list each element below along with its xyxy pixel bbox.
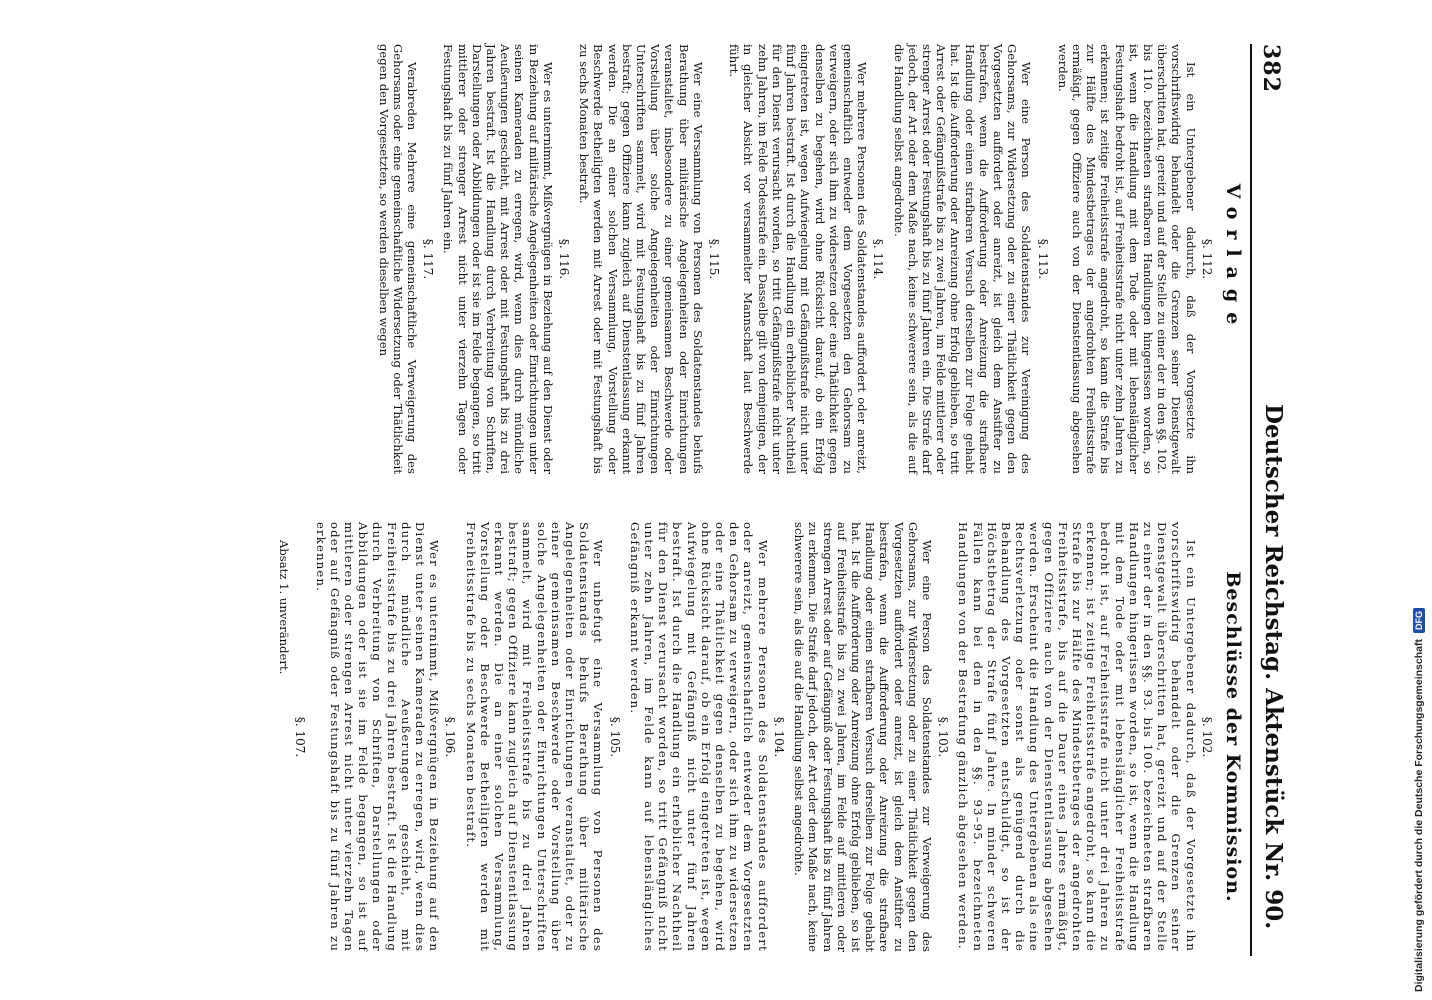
paragraph-text: Wer es unternimmt, Mißvergnügen in Beziehung auf den Dienst unter seinen Kameraden zu erregen, wird, wenn dies durch mündliche Aeußerungen geschieht, mit Freiheitsstrafe bis zu drei Jahren bestraft. Ist die Handlung durch Verbreitung von Schriften, Darstellungen oder Abbildungen oder ist sie im Felde begangen, so ist auf mittleren oder strengen Arrest nicht unter vierzehn Tagen oder auf Gefängniß oder Festungshaft bis zu fünf Jahren zu erkennen. [313, 522, 442, 952]
page-header [1258, 44, 1292, 956]
paragraph-number: §. 112. [1199, 238, 1214, 280]
paragraph-text: Verabreden Mehrere eine gemeinschaftliche Verweigerung des Gehorsams oder eine gemeinschaftliche Widersetzung oder Thätlichkeit gegen den Vorgesetzten, so werden dieselben wegen [376, 44, 420, 474]
dfg-logo: DFG [1413, 608, 1425, 633]
right-column [80, 522, 1244, 952]
paragraph-number: §. 115. [707, 238, 722, 280]
paragraph-text: Ist ein Untergebener dadurch, daß der Vorgesetzte ihn vorschriftswidrig behandelt oder die Grenzen seiner Dienstgewalt überschritten hat, gereizt und auf der Stelle zu einer der in den §§. 102. bis 110. bezeichneten strafbaren Handlungen hingerissen worden, so ist, wenn die Handlung mit dem Tode oder mit lebenslänglicher Festungshaft bedroht ist, auf Freiheitsstrafe nicht unter zehn Jahren zu erkennen; ist zeitige Freiheitsstrafe angedroht, so kann die Strafe bis zur Hälfte des Mindestbetrages der angedrohten Freiheitsstrafe ermäßigt, gegen Offiziere auch von der Dienstentlassung abgesehen werden. [1055, 44, 1198, 474]
paragraph-number: §. 117. [421, 238, 436, 280]
left-column [376, 44, 1244, 474]
paragraph-number: §. 106. [443, 716, 458, 758]
paragraph-number: §. 107. [293, 716, 308, 758]
digitization-credit [1406, 0, 1432, 1000]
paragraph-text: Ist ein Untergebener dadurch, daß der Vorgesetzte ihn vorschriftswidrig behandelt oder die Grenzen seiner Dienstgewalt überschritten hat, gereizt und auf der Stelle zu einer der in den §§. 93. bis 100. bezeichneten strafbaren Handlungen hingerissen worden, so ist, wenn die Handlung mit dem Tode oder mit lebenslänglicher Freiheitsstrafe bedroht ist, auf Freiheitsstrafe nicht unter drei Jahren zu erkennen; ist zeitige Freiheitsstrafe angedroht, so kann die Strafe bis zur Hälfte des Mindestbetrages der angedrohten Freiheitsstrafe, bis auf die Dauer eines Jahres ermäßigt, gegen Offiziere auch von der Dienstentlassung abgesehen werden. Erscheint die Handlung des Untergebenen als eine Rechtsverletzung oder sonst als genügend durch die Behandlung des Vorgesetzten entschuldigt, so ist der Höchstbetrag der Strafe fünf Jahre. In minder schweren Fällen kann bei den in den §§. 93–95. bezeichneten Handlungen von der Bestrafung gänzlich abgesehen werden. [956, 522, 1198, 952]
paragraph-number: §. 102. [1199, 716, 1214, 758]
paragraph-number: §. 104. [771, 716, 786, 758]
paragraph-number: §. 105. [607, 716, 622, 758]
paragraph-number: §. 114. [871, 238, 886, 280]
paragraph-text: Wer eine Person des Soldatenstandes zur Verweigerung des Gehorsams, zur Widersetzung oder zu einer Thätlichkeit gegen den Vorgesetzten auffordert oder anreizt, ist gleich dem Anstifter zu bestrafen, wenn die Aufforderung oder Anreizung die strafbare Handlung oder einen strafbaren Versuch derselben zur Folge gehabt hat. Ist die Aufforderung oder Anreizung ohne Erfolg geblieben, so ist auf Freiheitsstrafe bis zu zwei Jahren, im Felde auf mittleren oder strengen Arrest oder auf Gefängniß oder Festungshaft bis zu fünf Jahren zu erkennen. Die Strafe darf jedoch, der Art oder dem Maße nach, keine schwerere sein, als die auf die Handlung selbst angedrohte. [792, 522, 934, 952]
document-title: Deutscher Reichstag. Aktenstück Nr. 90. [1260, 404, 1287, 930]
page-number: 382 [1258, 44, 1284, 93]
paragraph-number: §. 103. [936, 716, 951, 758]
left-column-label: Vorlage [1222, 183, 1244, 335]
paragraph-text: Wer mehrere Personen des Soldatenstandes auffordert oder anreizt, gemeinschaftlich entweder dem Vorgesetzten den Gehorsam zu verweigern, oder sich ihm zu widersetzen oder eine Thätlichkeit gegen denselben zu begehen, wird ohne Rücksicht darauf, ob ein Erfolg eingetreten ist, wegen Aufwiegelung mit Gefängniß nicht unter fünf Jahren bestraft. Ist durch die Handlung ein erheblicher Nachtheil für den Dienst verursacht worden, so tritt Gefängniß nicht unter zehn Jahren, im Felde kann auf lebenslängliches Gefängniß erkannt werden. [627, 522, 770, 952]
left-column-paragraphs [376, 44, 1213, 474]
footer-strip [1406, 0, 1432, 1000]
right-column-paragraphs [277, 522, 1214, 952]
credit-text: Digitalisierung gefördert durch die Deutsche Forschungsgemeinschaft [1413, 639, 1425, 992]
paragraph-number: §. 116. [557, 238, 572, 280]
paragraph-text: Wer mehrere Personen des Soldatenstandes auffordert oder anreizt, gemeinschaftlich entweder dem Vorgesetzten den Gehorsam zu verweigern, oder sich ihm zu widersetzen oder eine Thätlichkeit gegen denselben zu begehen, wird ohne Rücksicht darauf, ob ein Erfolg eingetreten ist, wegen Aufwiegelung mit Gefängnißstrafe nicht unter fünf Jahren bestraft. Ist durch die Handlung ein erheblicher Nachtheil für den Dienst verursacht worden, so tritt Gefängnißstrafe nicht unter zehn Jahren, im Felde Todesstrafe ein. Dasselbe gilt von demjenigen, der in gleicher Absicht vor versammelter Mannschaft laut Beschwerde führt. [727, 44, 870, 474]
header-rule [1250, 44, 1252, 956]
paragraph-text: Absatz 1. unverändert. [277, 540, 292, 675]
right-column-label: Beschlüsse der Kommission. [1222, 571, 1244, 903]
paragraph-number: §. 113. [1035, 238, 1050, 280]
paragraph-text: Wer eine Versammlung von Personen des Soldatenstandes behufs Berathung über militärische Angelegenheiten oder Einrichtungen veranstaltet, insbesondere zu einer gemeinsamen Beschwerde oder Vorstellung über solche Angelegenheiten oder Einrichtungen Unterschriften sammelt, wird mit Festungshaft bis zu fünf Jahren bestraft; gegen Offiziere kann zugleich auf Dienstentlassung erkannt werden. Die an einer solchen Versammlung, Vorstellung oder Beschwerde Betheiligten werden mit Arrest oder mit Festungshaft bis zu sechs Monaten bestraft. [577, 44, 705, 474]
paragraph-text: Wer es unternimmt, Mißvergnügen in Beziehung auf den Dienst oder in Beziehung auf militärische Angelegenheiten oder Einrichtungen unter seinen Kameraden zu erregen, wird, wenn dies durch mündliche Aeußerungen geschieht, mit Arrest oder mit Festungshaft bis zu drei Jahren bestraft. Ist die Handlung durch Verbreitung von Schriften, Darstellungen oder Abbildungen oder ist sie im Felde begangen, so tritt mittlerer oder strenger Arrest nicht unter vierzehn Tagen oder Festungshaft bis zu fünf Jahren ein. [441, 44, 555, 474]
paragraph-text: Wer unbefugt eine Versammlung von Personen des Soldatenstandes behufs Berathung über militärische Angelegenheiten oder Einrichtungen veranstaltet, oder zu einer gemeinsamen Beschwerde oder Vorstellung über solche Angelegenheiten oder Einrichtungen Unterschriften sammelt, wird mit Freiheitsstrafe bis zu drei Jahren bestraft; gegen Offiziere kann zugleich auf Dienstentlassung erkannt werden. Die an einer solchen Versammlung, Vorstellung oder Beschwerde Betheiligten werden mit Freiheitsstrafe bis zu sechs Monaten bestraft. [463, 522, 606, 952]
paragraph-text: Wer eine Person des Soldatenstandes zur Vereinigung des Gehorsams, zur Widersetzung oder zu einer Thätlichkeit gegen den Vorgesetzten auffordert oder anreizt, ist gleich dem Anstifter zu bestrafen, wenn die Aufforderung oder Anreizung die strafbare Handlung oder einen strafbaren Versuch derselben zur Folge gehabt hat. Ist die Aufforderung oder Anreizung ohne Erfolg geblieben, so tritt Arrest oder Gefängnißstrafe bis zu zwei Jahren, im Felde mittlerer oder strenger Arrest oder Festungshaft bis zu fünf Jahren ein. Die Strafe darf jedoch, der Art oder dem Maße nach, keine schwerere sein, als die auf die Handlung selbst angedrohte. [891, 44, 1034, 474]
